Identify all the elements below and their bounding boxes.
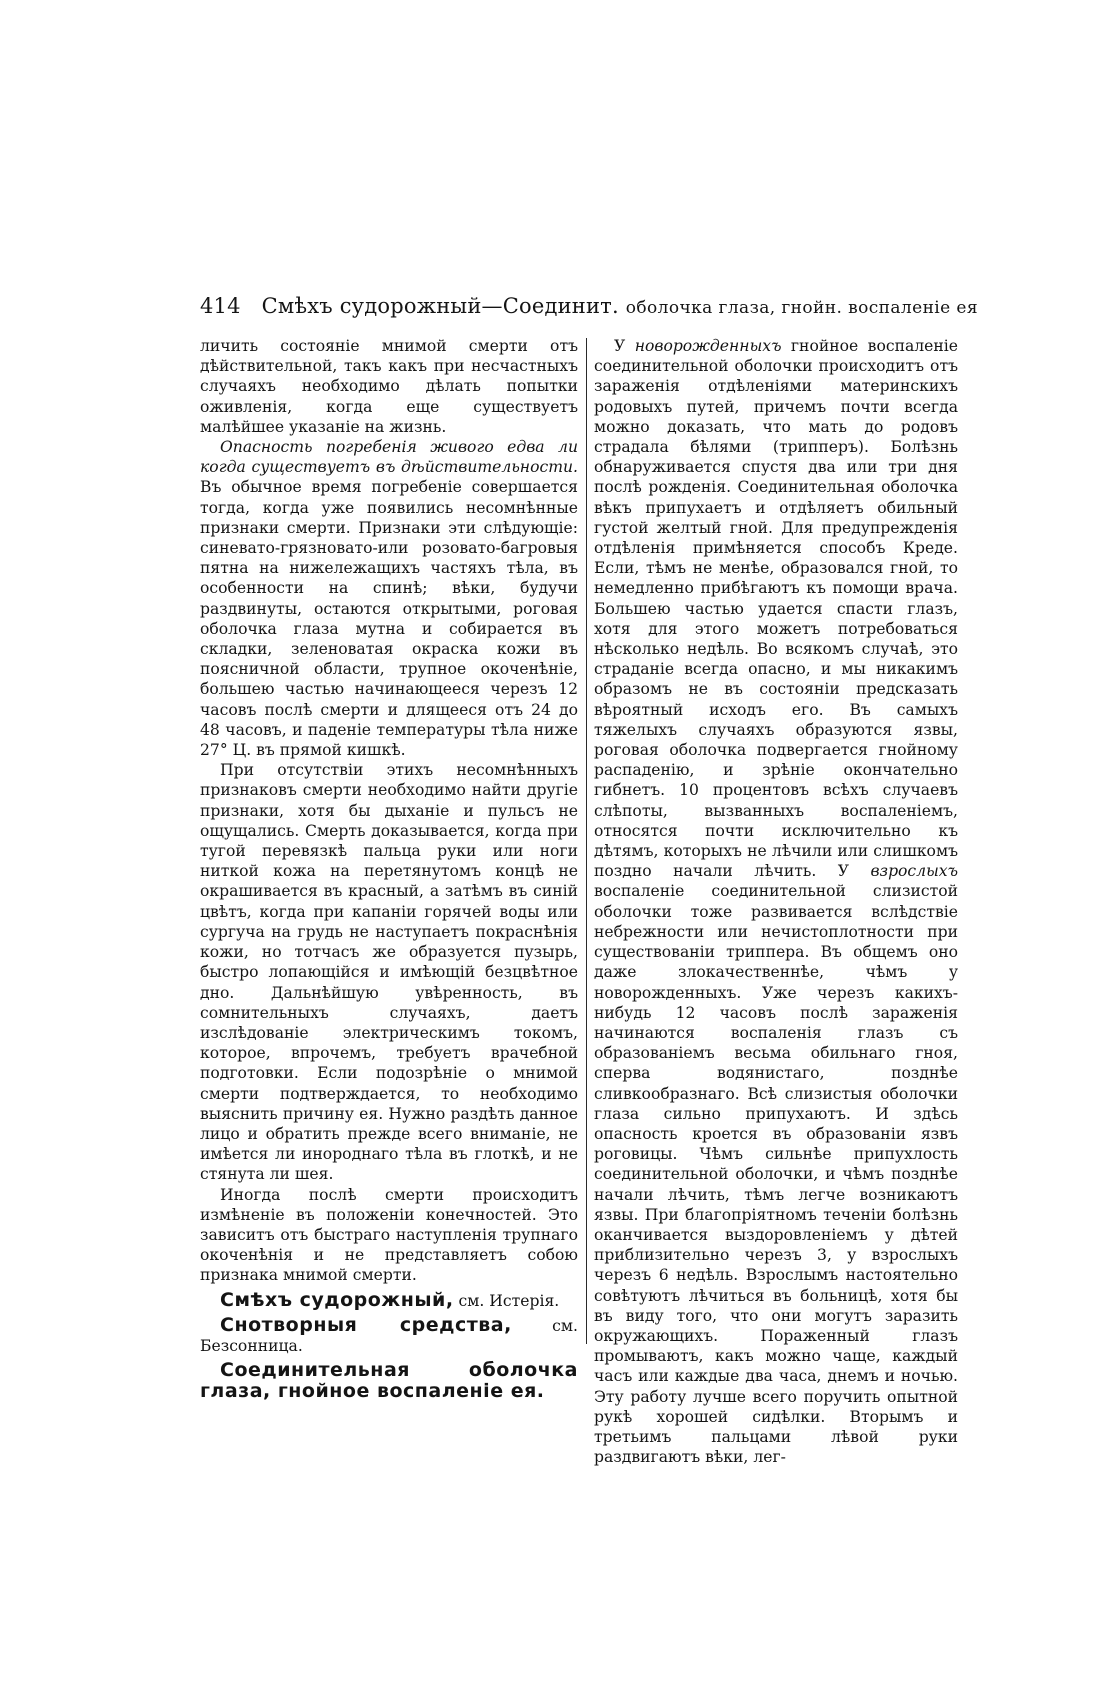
paragraph	[200, 437, 578, 760]
paragraph-text: Иногда послѣ смерти происходитъ измѣненіе въ положеніи конечностей. Это зависитъ отъ быстраго наступленія трупнаго окоченѣнія и не представляетъ собою признака мнимой смерти.	[200, 1185, 578, 1285]
paragraph-text: личить состояніе мнимой смерти отъ дѣйствительной, такъ какъ при несчастныхъ случаяхъ необходимо дѣлать попытки оживленія, когда еще существуетъ малѣйшее указаніе на жизнь.	[200, 337, 578, 436]
running-header	[200, 288, 978, 324]
header-right: оболочка глаза, гнойн. воспаленіе ея	[625, 298, 978, 318]
paragraph-text: У	[614, 337, 635, 355]
left-column	[200, 336, 578, 1403]
cross-reference: см. Безсонница.	[200, 1316, 578, 1355]
entry-smekh	[200, 1290, 578, 1311]
paragraph	[200, 760, 578, 1184]
paragraph-text: гнойное воспаленіе соединительной оболочки происходитъ отъ зараженія отдѣленіями материнскихъ родовыхъ путей, причемъ почти всегда можно доказать, что мать до родовъ страдала бѣлями (трипперъ). Болѣзнь обнаруживается спустя два или три дня послѣ рожденія. Соединительная оболочка вѣкъ припухаетъ и отдѣляетъ обильный густой желтый гной. Для предупрежденія отдѣленія примѣняется способъ Креде. Если, тѣмъ не менѣе, образовался гной, то немедленно прибѣгаютъ къ помощи врача. Большею частью удается спасти глазъ, хотя для этого можетъ потребоваться нѣсколько недѣль. Во всякомъ случаѣ, это страданіе всегда опасно, и мы никакимъ образомъ не въ состояніи предсказать вѣроятный исходъ его. Въ самыхъ тяжелыхъ случаяхъ образуются язвы, роговая оболочка подвергается гнойному распаденію, и зрѣніе окончательно гибнетъ. 10 процентовъ всѣхъ случаевъ слѣпоты, вызванныхъ воспаленіемъ, относятся почти исключительно къ дѣтямъ, которыхъ не лѣчили или слишкомъ поздно начали лѣчить. У	[594, 337, 958, 881]
entry-soedinitelnaya	[200, 1360, 578, 1402]
headword: Снотворныя средства,	[220, 1313, 512, 1336]
cross-reference: см. Истерія.	[453, 1291, 560, 1310]
italic-term: новорожденныхъ	[634, 337, 782, 355]
paragraph-text: Въ обычное время погребеніе совершается тогда, когда уже появились несомнѣнные признаки смерти. Признаки эти слѣдующіе: синевато-грязновато-или розовато-багровыя пятна на нижележащихъ частяхъ тѣла, въ особенности на спинѣ; вѣки, будучи раздвинуты, остаются открытыми, роговая оболочка глаза мутна и собирается въ складки, зеленоватая окраска кожи въ поясничной области, трупное окоченѣніе, большею частью начинающееся черезъ 12 часовъ послѣ смерти и длящееся отъ 24 до 48 часовъ, и паденіе температуры тѣла ниже 27° Ц. въ прямой кишкѣ.	[200, 478, 578, 760]
right-column	[594, 336, 958, 1467]
paragraph-text: При отсутствіи этихъ несомнѣнныхъ признаковъ смерти необходимо найти другіе признаки, хотя бы дыханіе и пульсъ не ощущались. Смерть доказывается, когда при тугой перевязкѣ пальца руки или ноги ниткой кожа на перетянутомъ концѣ не окрашивается въ красный, а затѣмъ въ синій цвѣтъ, когда при капаніи горячей воды или сургуча на грудь не наступаетъ покраснѣнія кожи, но тотчасъ же образуется пузырь, быстро лопающійся и имѣющій безцвѣтное дно. Дальнѣйшую увѣренность, въ сомнительныхъ случаяхъ, даетъ изслѣдованіе электрическимъ токомъ, которое, впрочемъ, требуетъ врачебной подготовки. Если подозрѣніе о мнимой смерти подтверждается, то необходимо выяснить причину ея. Нужно раздѣть данное лицо и обратить прежде всего вниманіе, не имѣется ли инороднаго тѣла въ глоткѣ, и не стянута ли шея.	[200, 761, 578, 1184]
italic-term: взрослыхъ	[870, 862, 958, 881]
header-left: Смѣхъ судорожный—Соединит.	[261, 294, 619, 318]
page-number: 414	[200, 294, 241, 318]
paragraph-text: воспаленіе соединительной слизистой оболочки тоже развивается вслѣдствіе небрежности или нечистоплотности при существованіи триппера. Въ общемъ оно даже злокачественнѣе, чѣмъ у новорожденныхъ. Уже черезъ какихъ-нибудь 12 часовъ послѣ зараженія начинаются воспаленія глазъ съ образованіемъ весьма обильнаго гноя, сперва водянистаго, позднѣе сливкообразнаго. Всѣ слизистыя оболочки глаза сильно припухаютъ. И здѣсь опасность кроется въ образованіи язвъ роговицы. Чѣмъ сильнѣе припухлость соединительной оболочки, и чѣмъ позднѣе начали лѣчить, тѣмъ легче возникаютъ язвы. При благопріятномъ теченіи болѣзнь оканчивается выздоровленіемъ у дѣтей приблизительно черезъ 3, у взрослыхъ черезъ 6 недѣль. Взрослымъ настоятельно совѣтуютъ лѣчиться въ больницѣ, хотя бы въ виду того, что они могутъ заразить окружающихъ. Пораженный глазъ промываютъ, какъ можно чаще, каждый часъ или каждые два часа, днемъ и ночью. Эту работу лучше всего поручить опытной рукѣ хорошей сидѣлки. Вторымъ и третьимъ пальцами лѣвой руки раздвигаютъ вѣки, лег-	[594, 882, 958, 1467]
paragraph	[200, 336, 578, 437]
italic-lead: Опасность погребенія живого едва ли когда существуетъ въ дѣйствительности.	[200, 438, 578, 477]
paragraph	[200, 1185, 578, 1286]
entry-snotvornyya	[200, 1315, 578, 1356]
headword: Смѣхъ судорожный,	[220, 1288, 454, 1311]
headword: Соединительная оболочка глаза, гнойное воспаленіе ея.	[200, 1359, 578, 1403]
paragraph	[594, 336, 958, 1467]
column-divider	[586, 338, 587, 1344]
